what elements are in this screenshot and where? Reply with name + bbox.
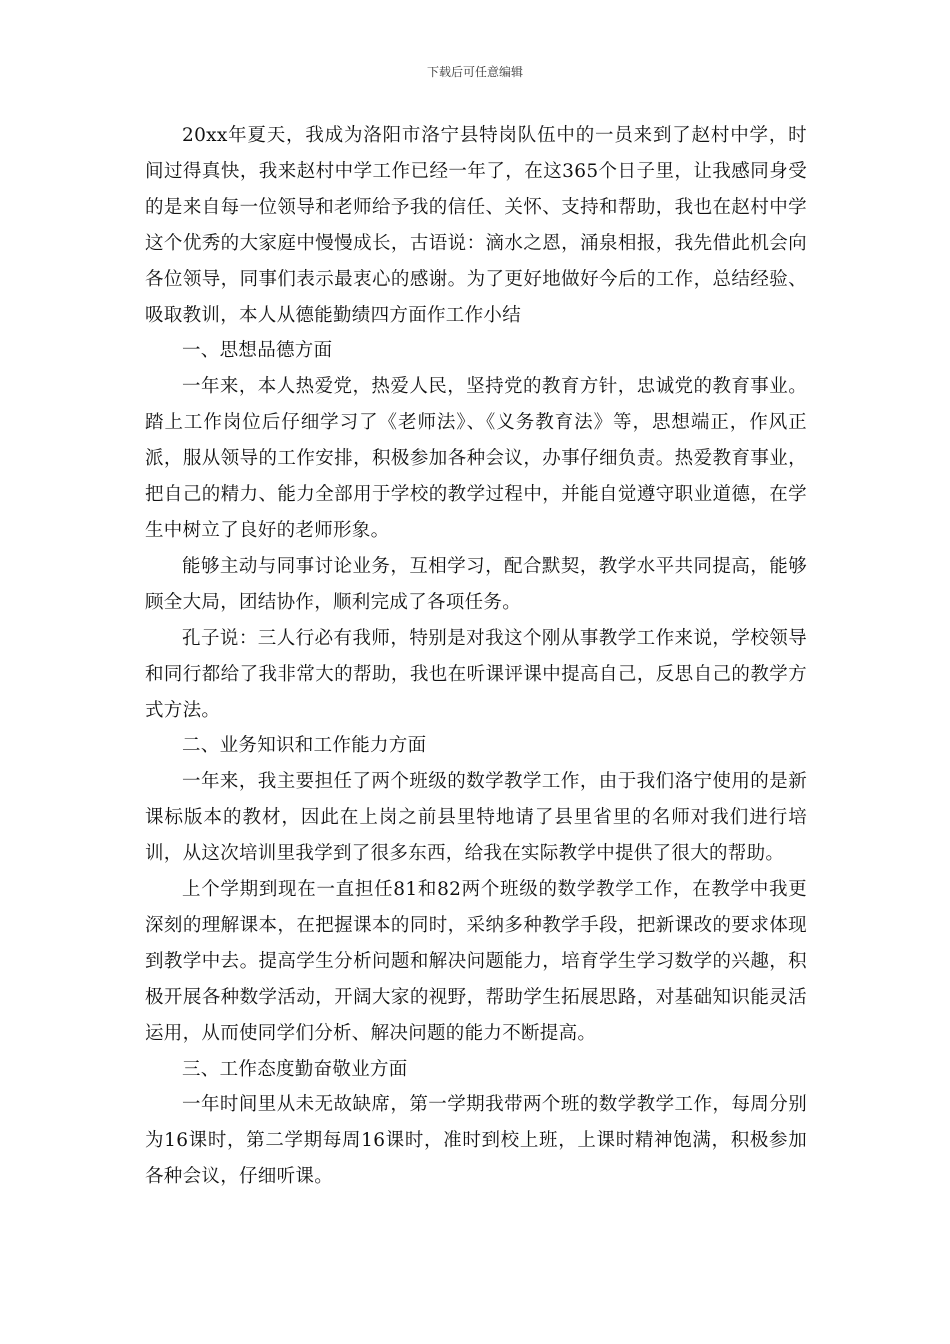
paragraph-teaching: 上个学期到现在一直担任81和82两个班级的数学教学工作，在教学中我更深刻的理解课本，在把握课本的同时，采纳多种教学手段，把新课改的要求体现到教学中去。提高学生分析问题和解决问题能力，培育学生学习数学的兴趣，积极开展各种数学活动，开阔大家的视野，帮助学生拓展思路，对基础知识能灵活运用，从而使同学们分析、解决问题的能力不断提高。 [145,879,807,1044]
paragraph-moral: 一年来，本人热爱党，热爱人民，坚持党的教育方针，忠诚党的教育事业。踏上工作岗位后仔细学习了《老师法》、《义务教育法》等，思想端正，作风正派，服从领导的工作安排，积极参加各种会议，办事仔细负责。热爱教育事业，把自己的精力、能力全部用于学校的教学过程中，并能自觉遵守职业道德，在学生中树立了良好的老师形象。 [145,376,807,541]
paragraph-confucius: 孔子说：三人行必有我师，特别是对我这个刚从事教学工作来说，学校领导和同行都给了我非常大的帮助，我也在听课评课中提高自己，反思自己的教学方式方法。 [145,627,807,721]
section-heading-ability: 二、业务知识和工作能力方面 [182,735,427,757]
document-body [145,118,807,1195]
section-heading-moral: 一、思想品德方面 [182,340,333,362]
section-heading-attitude: 三、工作态度勤奋敬业方面 [182,1058,408,1080]
paragraph-training: 一年来，我主要担任了两个班级的数学教学工作，由于我们洛宁使用的是新课标版本的教材，因此在上岗之前县里特地请了县里省里的名师对我们进行培训，从这次培训里我学到了很多东西，给我在实际教学中提供了很大的帮助。 [145,771,807,865]
paragraph-attendance: 一年时间里从未无故缺席，第一学期我带两个班的数学教学工作，每周分别为16课时，第二学期每周16课时，准时到校上班，上课时精神饱满，积极参加各种会议，仔细听课。 [145,1094,807,1188]
page-header: 下载后可任意编辑 [426,65,523,79]
paragraph-intro: 20xx年夏天，我成为洛阳市洛宁县特岗队伍中的一员来到了赵村中学，时间过得真快，我来赵村中学工作已经一年了，在这365个日子里，让我感同身受的是来自每一位领导和老师给予我的信任、关怀、支持和帮助，我也在赵村中学这个优秀的大家庭中慢慢成长，古语说：滴水之恩，涌泉相报，我先借此机会向各位领导，同事们表示最衷心的感谢。为了更好地做好今后的工作，总结经验、吸取教训，本人从德能勤绩四方面作工作小结 [145,125,807,326]
paragraph-teamwork: 能够主动与同事讨论业务，互相学习，配合默契，教学水平共同提高，能够顾全大局，团结协作，顺利完成了各项任务。 [145,555,807,613]
